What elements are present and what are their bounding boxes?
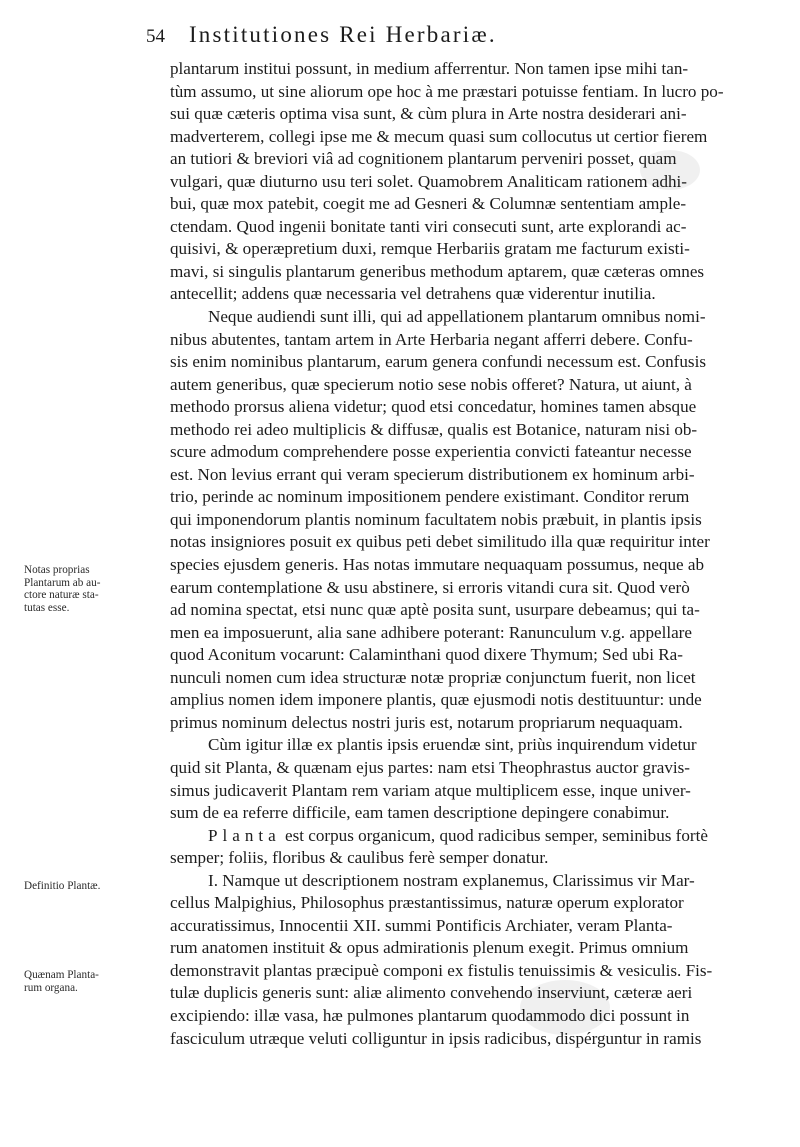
text-line: simus judicaverit Plantam rem variam atque multiplicem esse, inque univer-	[170, 780, 691, 800]
margin-note-line: rum organa.	[24, 981, 78, 994]
definition-term: Planta	[208, 825, 281, 845]
text-line: demonstravit plantas præcipuè componi ex fistulis tenuissimis & vesiculis. Fis-	[170, 960, 713, 980]
text-line: notas insigniores posuit ex quibus peti debet similitudo illa quæ requiritur inter	[170, 532, 710, 552]
text-line: madverterem, collegi ipse me & mecum quasi sum collocutus ut certior fierem	[170, 126, 708, 146]
text-line: autem generibus, quæ specierum notio sese nobis offeret? Natura, ut aiunt, à	[170, 374, 692, 394]
margin-note-line: Quænam Planta-	[24, 969, 99, 981]
text-line: primus nominum delectus nostri juris est, notarum propriarum nequaquam.	[170, 712, 683, 732]
text-line: methodo rei adeo multiplicis & diffusæ, qualis est Botanice, naturam nisi ob-	[170, 419, 698, 439]
margin-note-line: Notas proprias	[24, 564, 90, 576]
text-line: ctendam. Quod ingenii bonitate tanti viri consecuti sunt, arte explorandi ac-	[170, 216, 687, 236]
text-line: sui quæ cæteris optima visa sunt, & cùm plura in Arte nostra desiderari ani-	[170, 104, 687, 124]
text-line: nibus abutentes, tantam artem in Arte Herbaria negant afferri debere. Confu-	[170, 329, 693, 349]
text-line: cellus Malpighius, Philosophus præstantissimus, naturæ operum explorator	[170, 893, 684, 913]
page-number: 54	[146, 26, 165, 47]
main-text	[170, 58, 782, 1050]
definition-text: est corpus organicum, quod radicibus semper, seminibus fortè	[280, 825, 708, 845]
text-line: amplius nomen idem imponere plantis, quæ ejusmodi notis destituuntur: unde	[170, 690, 702, 710]
text-line: an tutiori & breviori viâ ad cognitionem plantarum perveniri posset, quam	[170, 149, 677, 169]
text-line: ad nomina spectat, etsi nunc quæ aptè posita sunt, usurpare debeamus; qui ta-	[170, 600, 700, 620]
margin-note-line: tutas esse.	[24, 601, 70, 614]
text-line: plantarum institui possunt, in medium afferrentur. Non tamen ipse mihi tan-	[170, 59, 689, 78]
text-line: sis enim nominibus plantarum, earum genera confundi necessum est. Confusis	[170, 352, 706, 372]
text-line: quod Aconitum vocarunt: Calaminthani quod dixere Thymum; Sed ubi Ra-	[170, 645, 683, 665]
text-line: bui, quæ mox patebit, coegit me ad Gesneri & Columnæ sententiam ample-	[170, 194, 687, 214]
text-line: tulæ duplicis generis sunt: aliæ alimento convehendo inserviunt, cæteræ aeri	[170, 983, 693, 1003]
margin-note-line: Definitio Plantæ.	[24, 880, 101, 892]
margin-note	[24, 564, 164, 614]
text-line: nunculi nomen cum idea structuræ notæ propriæ conjunctum fuerit, non licet	[170, 667, 696, 687]
running-header	[146, 22, 706, 52]
text-line: qui imponendorum plantis nominum facultatem nobis præbuit, in plantis ipsis	[170, 509, 702, 529]
text-line: sum de ea referre difficile, eam tamen descriptione depingere conabimur.	[170, 803, 670, 823]
text-line: men ea imposuerunt, alia sane adhibere poterant: Ranunculum v.g. appellare	[170, 622, 692, 642]
running-title: Institutiones Rei Herbariæ.	[188, 22, 497, 47]
text-line: I. Namque ut descriptionem nostram explanemus, Clarissimus vir Mar-	[208, 870, 695, 890]
text-line: antecellit; addens quæ necessaria vel detrahens quæ viderentur inutilia.	[170, 284, 656, 304]
text-line: accuratissimus, Innocentii XII. summi Pontificis Archiater, veram Planta-	[170, 915, 673, 935]
text-line: scure admodum comprehendere posse experientia convicti fateantur necesse	[170, 442, 692, 462]
text-line: quid sit Planta, & quænam ejus partes: nam etsi Theophrastus auctor gravis-	[170, 757, 690, 777]
text-line: excipiendo: illæ vasa, hæ pulmones plantarum quodammodo dici possunt in	[170, 1005, 690, 1025]
text-line: mavi, si singulis plantarum generibus methodum aptarem, quæ cæteras omnes	[170, 261, 705, 281]
definition-line	[170, 825, 782, 848]
margin-note-line: ctore naturæ sta-	[24, 589, 99, 601]
text-line: semper; foliis, floribus & caulibus ferè semper donatur.	[170, 848, 549, 868]
text-line: Neque audiendi sunt illi, qui ad appellationem plantarum omnibus nomi-	[208, 307, 706, 327]
text-line: tùm assumo, ut sine aliorum ope hoc à me præstari potuisse fentiam. In lucro po-	[170, 81, 724, 101]
text-line: vulgari, quæ diuturno usu teri solet. Quamobrem Analiticam rationem adhi-	[170, 171, 687, 191]
text-line: trio, perinde ac nominum impositionem pendere existimant. Conditor rerum	[170, 487, 690, 507]
text-line: species ejusdem generis. Has notas immutare nequaquam possumus, neque ab	[170, 555, 705, 575]
margin-note	[24, 969, 164, 994]
text-line: methodo prorsus aliena videtur; quod etsi concedatur, homines tamen absque	[170, 397, 697, 417]
text-line: fasciculum utræque veluti colliguntur in ipsis radicibus, dispérguntur in ramis	[170, 1028, 702, 1048]
text-line: Cùm igitur illæ ex plantis ipsis eruendæ sint, priùs inquirendum videtur	[208, 735, 697, 755]
text-line: est. Non levius errant qui veram specierum distributionem ex hominum arbi-	[170, 464, 695, 484]
text-line: rum anatomen instituit & opus admirationis plenum exegit. Primus omnium	[170, 938, 689, 958]
margin-note-line: Plantarum ab au-	[24, 576, 101, 589]
text-line: quisivi, & operæpretium duxi, remque Herbariis gratam me facturum existi-	[170, 239, 690, 259]
margin-note	[24, 880, 164, 893]
text-line: earum contemplatione & usu abstinere, si erroris vitandi cura sit. Quod verò	[170, 577, 690, 597]
